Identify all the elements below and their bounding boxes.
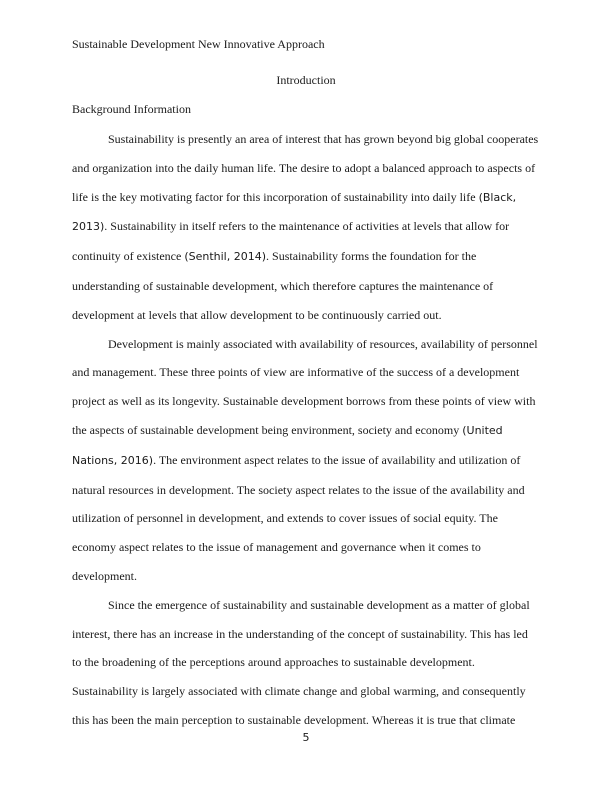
citation-united-nations-2016: (United Nations, 2016) — [72, 423, 503, 467]
section-title: Introduction — [276, 73, 336, 87]
paragraph-2 — [72, 330, 540, 591]
citation-senthil-2014: (Senthil, 2014) — [184, 250, 267, 264]
body-text — [72, 125, 540, 735]
citation-black-2013: (Black, 2013) — [72, 190, 517, 234]
page-number: 5 — [302, 731, 310, 744]
paragraph-1-text-1: Sustainability is presently an area of interest that has grown beyond big global cooperates and organization into the daily human life. The desire to adopt a balanced approach to aspects of life is the key motivating factor for this incorporation of sustainability into daily life — [72, 132, 539, 204]
subheading: Background Information — [72, 102, 191, 116]
paragraph-1-text-2: . Sustainability in itself refers to the maintenance of activities at levels that allow for continuity of existence — [72, 219, 510, 264]
paragraph-1 — [72, 125, 540, 330]
paragraph-2-text-1: Development is mainly associated with availability of resources, availability of personnel and management. These three points of view are informative of the success of a development project as well as its longevity. Sustainable development borrows from these points of view with the aspects of sustainable development being environment, society and economy — [72, 336, 538, 437]
paragraph-3-text-1: Since the emergence of sustainability and sustainable development as a matter of global interest, there has an increase in the understanding of the concept of sustainability. This has led to the broadening of the perceptions around approaches to sustainable development. Sustainability is largely associated with climate change and global warming, and consequently this has been the main perception to sustainable development. Whereas it is true that climate — [72, 597, 530, 727]
paragraph-2-text-2: . The environment aspect relates to the issue of availability and utilization of natural resources in development. The society aspect relates to the issue of the availability and utilization of personnel in development, and extends to cover issues of social equity. The economy aspect relates to the issue of management and governance when it comes to development. — [72, 452, 525, 583]
paragraph-3 — [72, 591, 540, 735]
paragraph-1-text-3: . Sustainability forms the foundation for the understanding of sustainable development, which therefore captures the maintenance of development at levels that allow development to be continuously carried out. — [72, 249, 494, 322]
running-head: Sustainable Development New Innovative Approach — [72, 37, 325, 51]
